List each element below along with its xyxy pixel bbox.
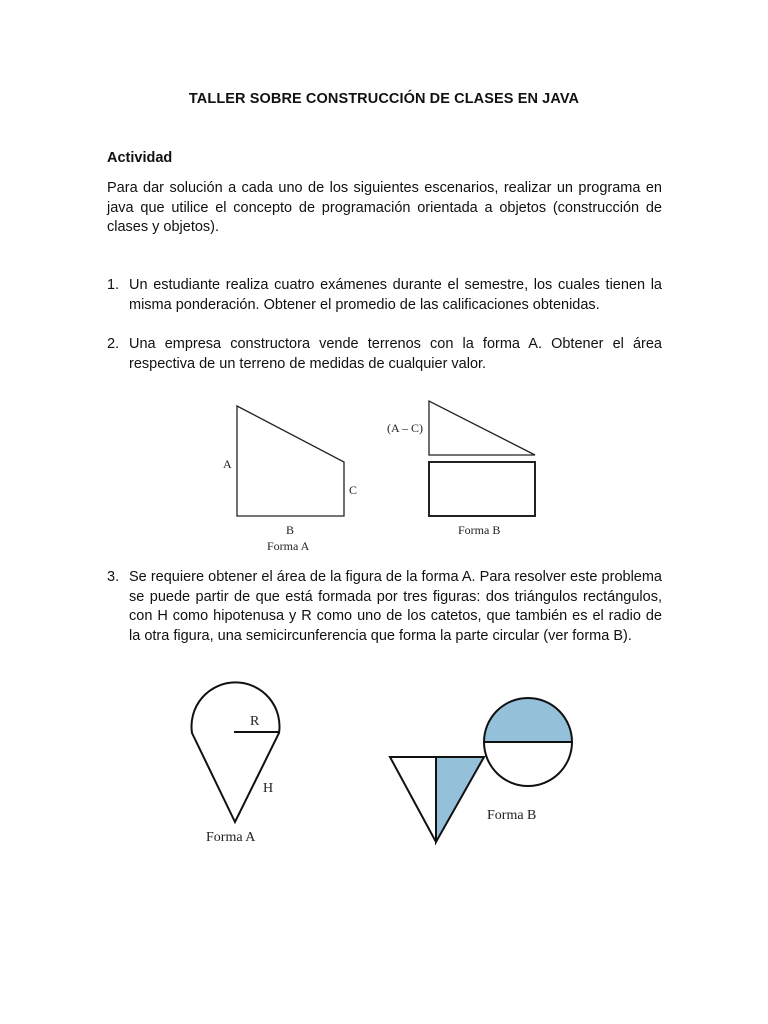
forma-b-caption: Forma B xyxy=(458,523,501,537)
intro-paragraph: Para dar solución a cada uno de los siguientes escenarios, realizar un programa en java que utilice el concepto de programación orientada a objetos (construcción de clases y objetos). xyxy=(107,180,662,235)
label-h: H xyxy=(263,781,274,796)
forma-b-right-triangle xyxy=(436,757,484,842)
forma-b-upper-semicircle xyxy=(484,698,572,742)
list-item-text: Se requiere obtener el área de la figura de la forma A. Para resolver este problema se puede partir de que está formada por tres figuras: dos triángulos rectángulos, con H como hipotenusa y R como uno de los catetos, que también es el radio de la otra figura, una semicircunferencia que forma la parte circular (ver forma B). xyxy=(129,569,662,644)
forma-b-caption-2: Forma B xyxy=(487,808,537,823)
forma-b-left-triangle xyxy=(390,757,436,842)
label-r: R xyxy=(250,714,260,729)
label-c: C xyxy=(349,483,358,497)
section-heading: Actividad xyxy=(107,150,173,166)
list-item-text: Una empresa constructora vende terrenos con la forma A. Obtener el área respectiva de un terreno de medidas de cualquier valor. xyxy=(129,336,662,372)
forma-a-caption-2: Forma A xyxy=(206,830,256,845)
label-a-minus-c: (A – C) xyxy=(387,421,423,435)
document-title: TALLER SOBRE CONSTRUCCIÓN DE CLASES EN JAVA xyxy=(188,91,580,107)
forma-a-drop-shape xyxy=(192,682,280,822)
list-item-number: 2. xyxy=(107,336,120,352)
list-item-number: 3. xyxy=(107,569,120,585)
label-b: B xyxy=(286,523,295,537)
list-item-number: 1. xyxy=(107,277,120,293)
forma-a-caption: Forma A xyxy=(267,539,310,553)
label-a: A xyxy=(223,457,232,471)
list-item-text: Un estudiante realiza cuatro exámenes durante el semestre, los cuales tienen la misma ponderación. Obtener el promedio de las calificaciones obtenidas. xyxy=(129,277,662,313)
